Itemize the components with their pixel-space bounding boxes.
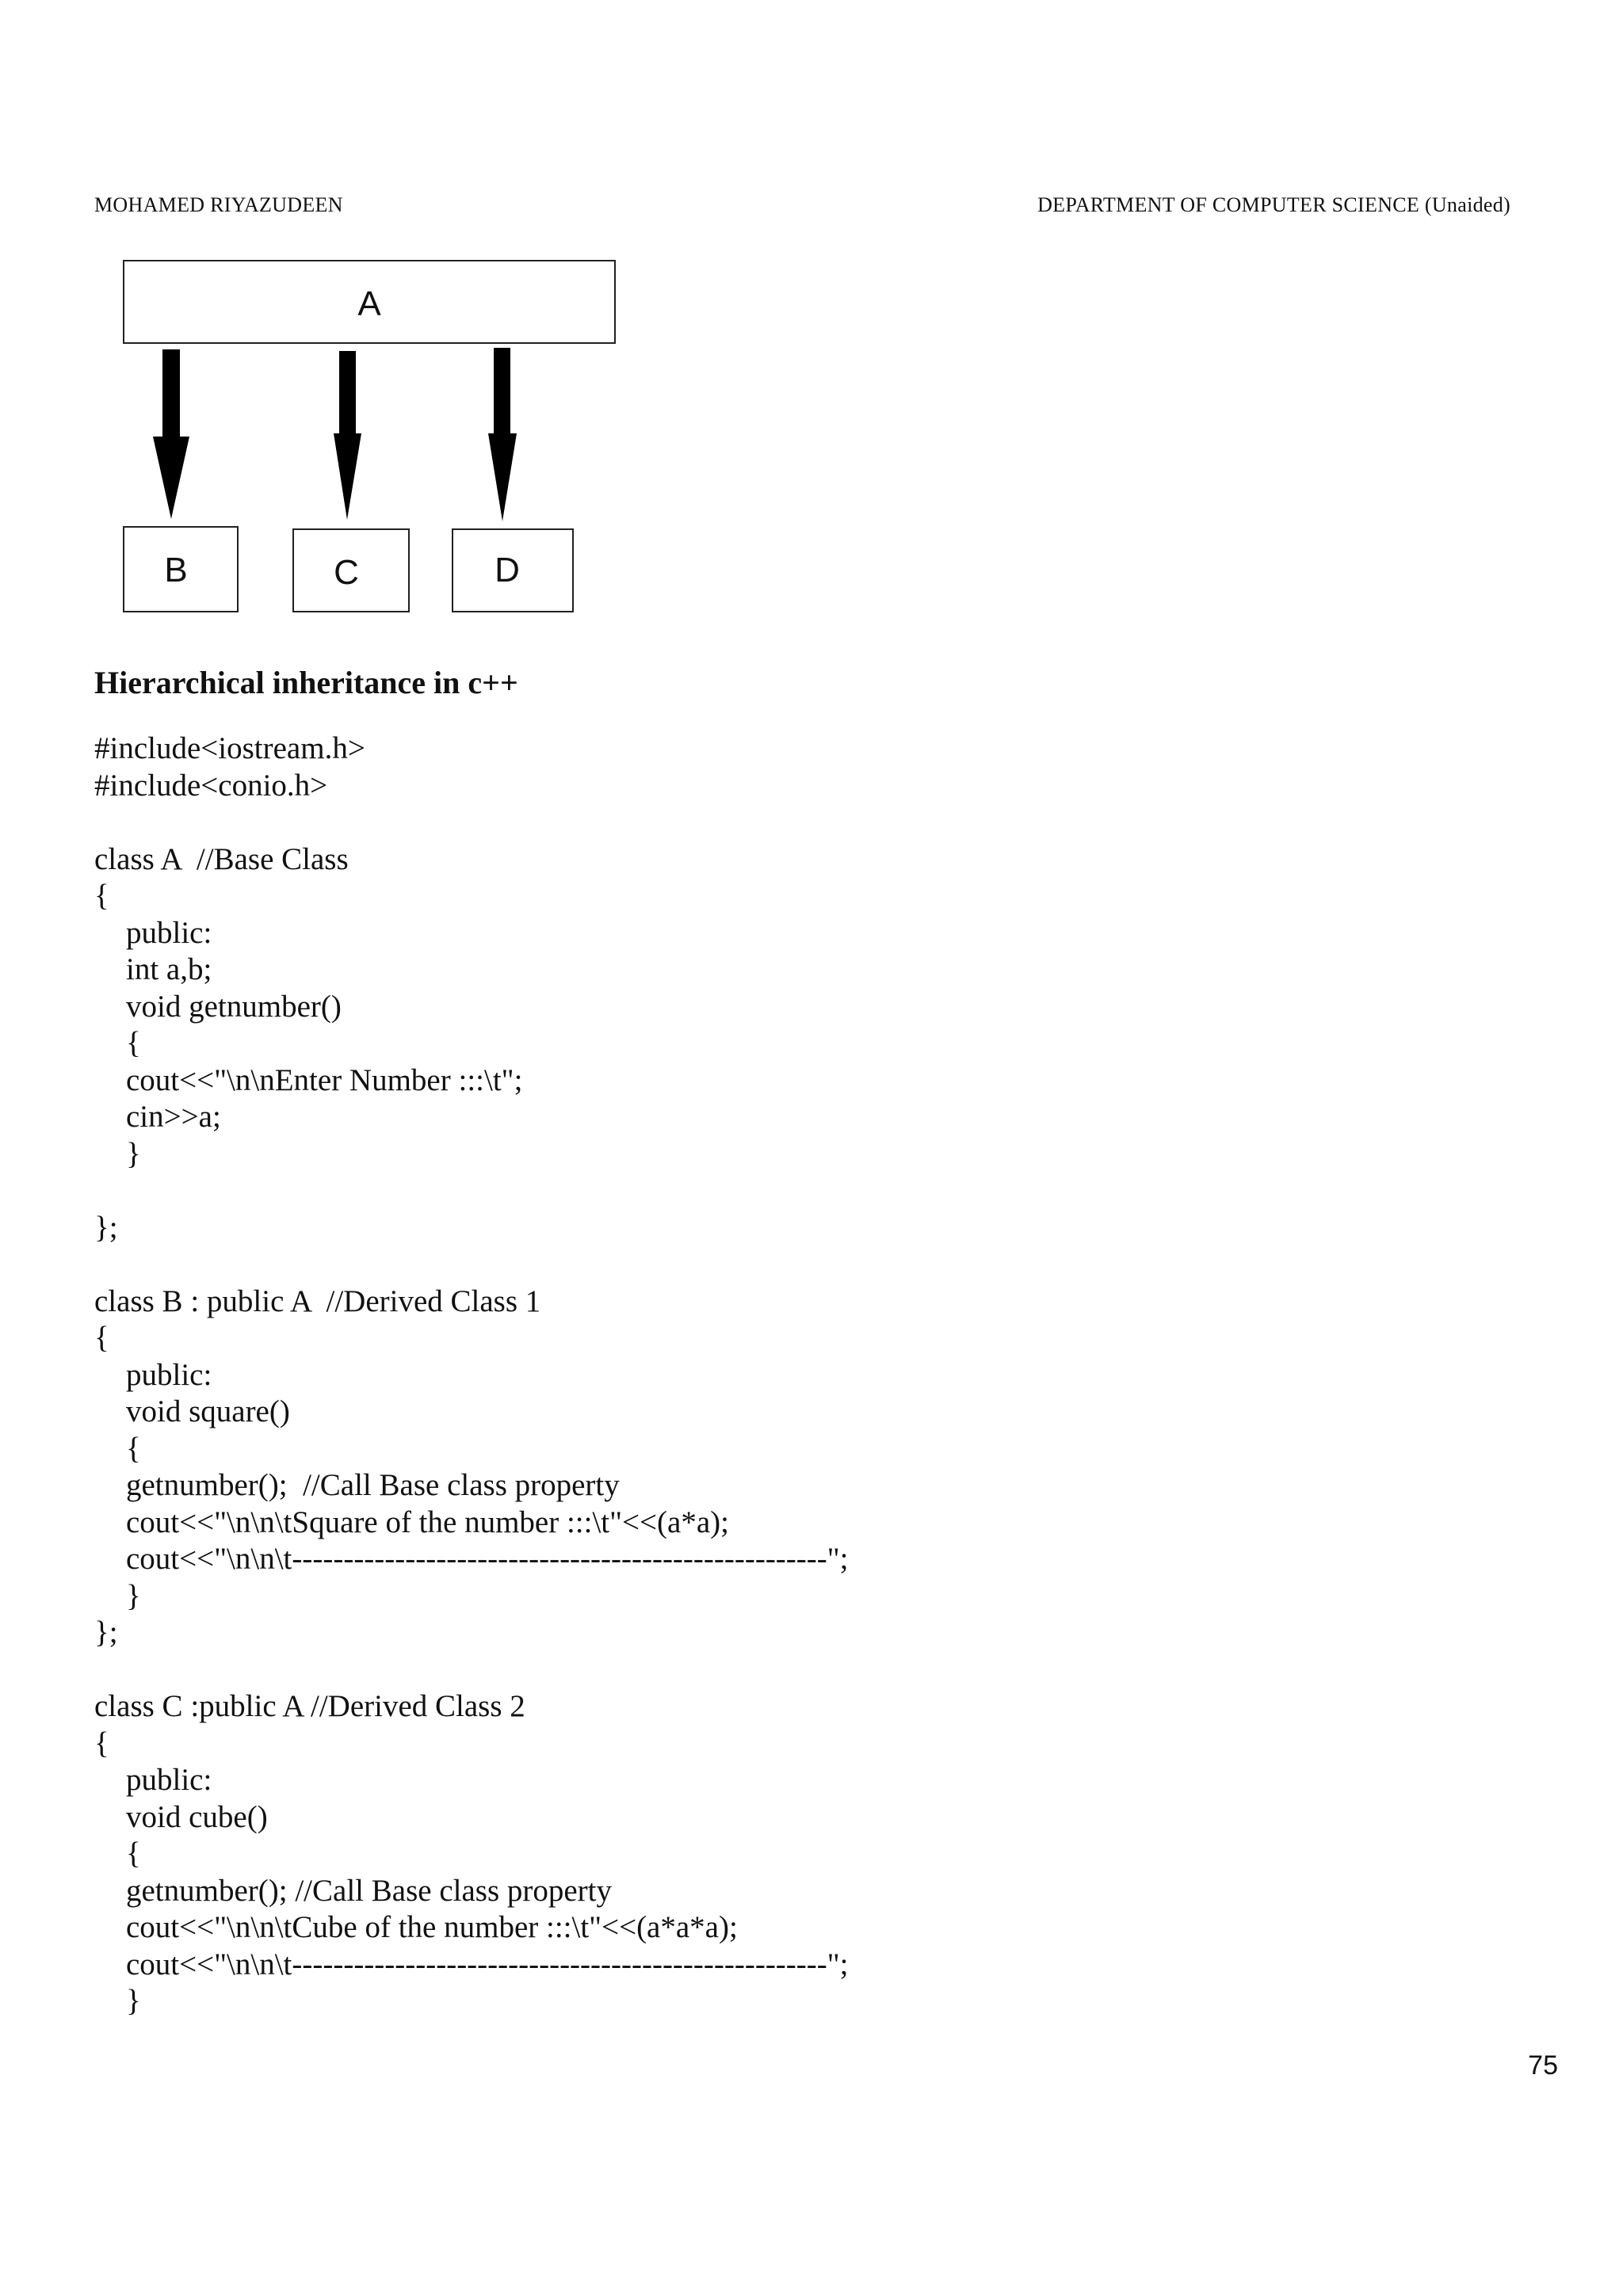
code-line: cout<<"\n\nEnter Number :::\t";: [126, 1062, 523, 1097]
node-b-label: B: [164, 551, 188, 589]
code-line: public:: [126, 1763, 212, 1797]
code-line: class A //Base Class: [94, 841, 349, 876]
code-line: [94, 1173, 849, 1210]
code-line: };: [94, 1210, 118, 1245]
header-department: DEPARTMENT OF COMPUTER SCIENCE (Unaided): [1037, 193, 1510, 216]
code-line: #include<iostream.h>: [94, 731, 365, 765]
node-c-label: C: [334, 553, 359, 592]
section-title: Hierarchical inheritance in c++: [94, 665, 518, 700]
code-line: cout<<"\n\n\tCube of the number :::\t"<<(a*a*a);: [126, 1910, 738, 1944]
code-line: {: [94, 1321, 109, 1355]
arrow-a-to-c: [334, 351, 361, 520]
code-line: cout<<"\n\n\t----------------------------------------------------";: [126, 1947, 849, 1981]
code-line: void getnumber(): [126, 989, 342, 1024]
code-line: };: [94, 1615, 118, 1650]
code-line: public:: [126, 915, 212, 950]
code-line: }: [126, 1136, 141, 1171]
arrow-a-to-b: [153, 349, 189, 519]
code-listing: [94, 730, 849, 2020]
node-d-label: D: [495, 551, 520, 589]
code-line: class C :public A //Derived Class 2: [94, 1689, 525, 1723]
header-author: MOHAMED RIYAZUDEEN: [94, 193, 343, 216]
code-line: #include<conio.h>: [94, 768, 328, 803]
code-line: public:: [126, 1357, 212, 1392]
code-line: void square(): [126, 1394, 290, 1428]
code-line: }: [126, 1578, 141, 1613]
code-line: {: [126, 1026, 141, 1060]
code-line: cout<<"\n\n\t----------------------------------------------------";: [126, 1542, 849, 1576]
code-line: getnumber(); //Call Base class property: [126, 1873, 612, 1908]
code-line: int a,b;: [126, 952, 212, 986]
page-number: 75: [1528, 2050, 1558, 2081]
code-line: {: [126, 1836, 141, 1871]
code-line: [94, 1246, 849, 1283]
code-line: [94, 1652, 849, 1689]
code-line: cout<<"\n\n\tSquare of the number :::\t"<<(a*a);: [126, 1505, 729, 1539]
code-line: {: [126, 1431, 141, 1466]
node-a-label: A: [357, 284, 381, 323]
code-line: void cube(): [126, 1799, 268, 1834]
code-line: }: [126, 1984, 141, 2018]
code-line: {: [94, 1726, 109, 1760]
code-line: getnumber(); //Call Base class property: [126, 1468, 620, 1502]
code-line: cin>>a;: [126, 1100, 221, 1134]
code-line: [94, 804, 849, 841]
arrow-a-to-d: [488, 348, 517, 521]
inheritance-diagram: [0, 0, 1623, 634]
code-line: class B : public A //Derived Class 1: [94, 1283, 541, 1318]
code-line: {: [94, 879, 109, 913]
